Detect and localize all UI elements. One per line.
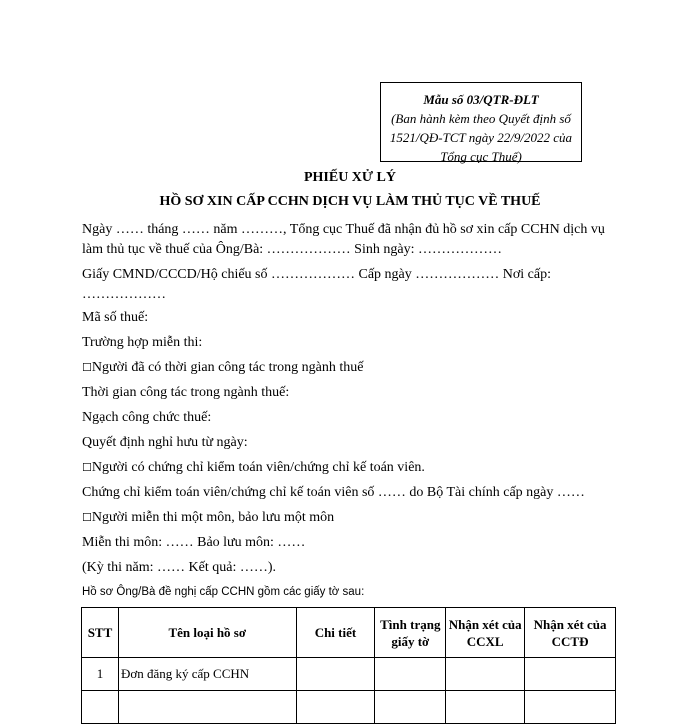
option-auditor [82, 458, 612, 477]
work-time-label: Thời gian công tác trong ngành thuế: [82, 385, 290, 400]
row-status[interactable] [375, 658, 446, 691]
header-status-line-2: giấy tờ [391, 633, 430, 649]
form-issuance-note-line-1: (Ban hành kèm theo Quyết định số [391, 111, 571, 126]
header-status [375, 608, 446, 658]
option-tax-staff [82, 358, 612, 377]
row-document-type [118, 691, 296, 724]
option-partial-exempt-label: Người miễn thi một môn, bảo lưu một môn [91, 510, 335, 525]
civil-rank-label: Ngạch công chức thuế: [82, 410, 212, 425]
id-paragraph-line-2: ……………… [82, 287, 166, 302]
form-code: Mẫu số 03/QTR-ĐLT [423, 92, 539, 107]
exemption-case-label: Trường hợp miễn thi: [82, 335, 203, 350]
header-cctd-line-2: CCTĐ [551, 633, 589, 649]
retire-decision-label: Quyết định nghỉ hưu từ ngày: [82, 435, 248, 450]
row-status[interactable] [375, 691, 446, 724]
row-detail[interactable] [296, 658, 375, 691]
tax-code-label: Mã số thuế: [82, 310, 149, 325]
certificate-line: Chứng chỉ kiểm toán viên/chứng chỉ kế toán viên số …… do Bộ Tài chính cấp ngày …… [82, 485, 585, 500]
row-stt: 1 [82, 658, 119, 691]
document-subtitle: HỒ SƠ XIN CẤP CCHN DỊCH VỤ LÀM THỦ TỤC VỀ THUẾ [159, 194, 541, 209]
header-stt: STT [82, 608, 119, 658]
received-paragraph-line-1: Ngày …… tháng …… năm ………, Tổng cục Thuế đã nhận đủ hồ sơ xin cấp CCHN dịch vụ [82, 222, 605, 237]
header-document-type: Tên loại hồ sơ [118, 608, 296, 658]
header-ccxl-line-1: Nhận xét của [448, 616, 522, 632]
checkbox-icon[interactable]: ☐ [82, 461, 92, 474]
table-row [82, 691, 616, 724]
documents-table [81, 607, 616, 724]
option-partial-exempt [82, 508, 612, 527]
received-paragraph-line-2: làm thủ tục về thuế của Ông/Bà: ……………… Sinh ngày: ……………… [82, 242, 502, 257]
header-cctd-review [525, 608, 616, 658]
checkbox-icon[interactable]: ☐ [82, 361, 92, 374]
row-ccxl-review[interactable] [446, 658, 525, 691]
header-cctd-line-1: Nhận xét của [533, 616, 607, 632]
row-document-type: Đơn đăng ký cấp CCHN [118, 658, 296, 691]
exempt-subject-line: Miễn thi môn: …… Bảo lưu môn: …… [82, 535, 306, 550]
table-row [82, 658, 616, 691]
row-ccxl-review[interactable] [446, 691, 525, 724]
row-detail[interactable] [296, 691, 375, 724]
form-number-box [380, 82, 582, 162]
document-title: PHIẾU XỬ LÝ [303, 170, 397, 185]
form-issuance-note-line-3: Tổng cục Thuế) [440, 149, 522, 164]
header-ccxl-review [446, 608, 525, 658]
header-detail: Chi tiết [296, 608, 375, 658]
header-ccxl-line-2: CCXL [466, 633, 504, 649]
exam-year-line: (Kỳ thi năm: …… Kết quả: ……). [82, 560, 277, 575]
option-tax-staff-label: Người đã có thời gian công tác trong ngành thuế [91, 360, 364, 375]
table-header-row [82, 608, 616, 658]
documents-intro: Hồ sơ Ông/Bà đề nghị cấp CCHN gồm các giấy tờ sau: [82, 586, 365, 598]
id-paragraph-line-1: Giấy CMND/CCCD/Hộ chiếu số ……………… Cấp ngày ……………… Nơi cấp: [82, 267, 551, 282]
checkbox-icon[interactable]: ☐ [82, 511, 92, 524]
form-issuance-note-line-2: 1521/QĐ-TCT ngày 22/9/2022 của [389, 130, 573, 145]
header-status-line-1: Tình trạng [380, 616, 441, 632]
option-auditor-label: Người có chứng chỉ kiểm toán viên/chứng chỉ kế toán viên. [91, 460, 425, 475]
row-cctd-review[interactable] [525, 691, 616, 724]
row-cctd-review[interactable] [525, 658, 616, 691]
row-stt [82, 691, 119, 724]
